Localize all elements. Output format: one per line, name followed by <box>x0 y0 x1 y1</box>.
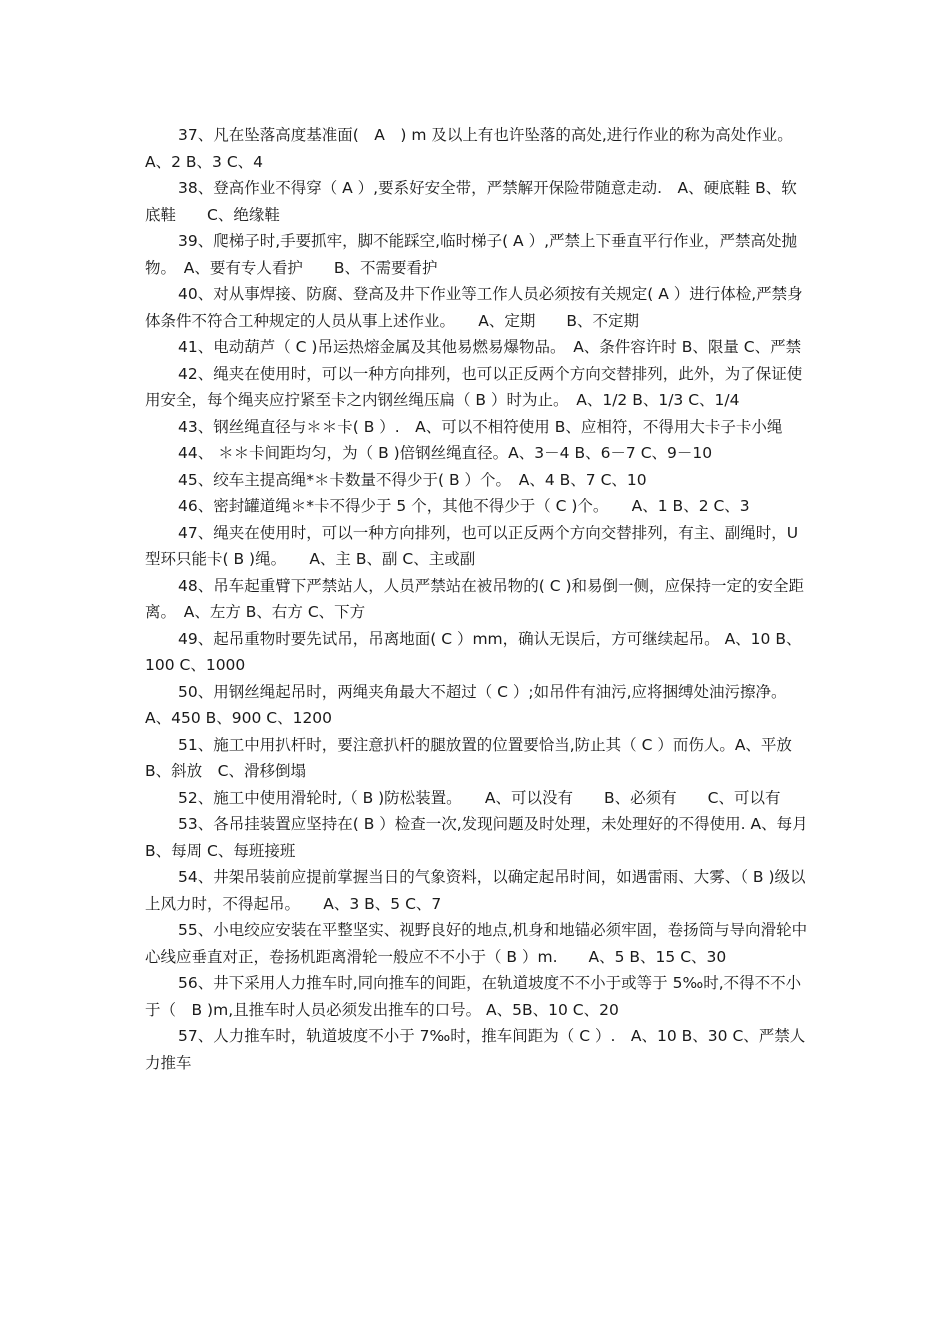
question-44: 44、 ＊＊卡间距均匀，为（ B )倍钢丝绳直径。A、3－4 B、6－7 C、9－10 <box>178 444 713 462</box>
question-46: 46、密封罐道绳＊*卡不得少于 5 个，其他不得少于（ C )个。 A、1 B、2 C、3 <box>178 497 750 515</box>
question-41: 41、电动葫芦（ C )吊运热熔金属及其他易燃易爆物品。 A、条件容许时 B、限量 C、严禁 <box>178 338 802 356</box>
question-38: 38、登高作业不得穿（ A ）,要系好安全带，严禁解开保险带随意走动. A、硬底鞋 B、软底鞋 C、绝缘鞋 <box>145 179 797 224</box>
question-55: 55、小电绞应安装在平整坚实、视野良好的地点,机身和地锚必须牢固，卷扬筒与导向滑轮中心线应垂直对正，卷扬机距离滑轮一般应不不小于（ B ）m. A、5 B、15 C、30 <box>145 921 808 966</box>
question-42: 42、绳夹在使用时，可以一种方向排列，也可以正反两个方向交替排列，此外，为了保证使用安全，每个绳夹应拧紧至卡之内钢丝绳压扁（ B ）时为止。 A、1/2 B、1/3 C、1/4 <box>145 364 803 409</box>
question-43: 43、钢丝绳直径与＊＊卡( B ）. A、可以不相符使用 B、应相符，不得用大卡子卡小绳 <box>178 417 783 436</box>
question-54: 54、井架吊装前应提前掌握当日的气象资料，以确定起吊时间，如遇雷雨、大雾、（ B )级以上风力时，不得起吊。 A、3 B、5 C、7 <box>145 868 806 913</box>
question-45: 45、绞车主提高绳*＊卡数量不得少于( B ）个。 A、4 B、7 C、10 <box>178 470 647 489</box>
question-48: 48、吊车起重臂下严禁站人，人员严禁站在被吊物的( C )和易倒一侧，应保持一定的安全距离。 A、左方 B、右方 C、下方 <box>145 576 804 621</box>
question-39: 39、爬梯子时,手要抓牢，脚不能踩空,临时梯子( A ）,严禁上下垂直平行作业，严禁高处抛物。 A、要有专人看护 B、不需要看护 <box>145 232 798 277</box>
question-51: 51、施工中用扒杆时，要注意扒杆的腿放置的位置要恰当,防止其（ C ）而伤人。A、平放 B、斜放 C、滑移倒塌 <box>145 735 808 780</box>
question-40: 40、对从事焊接、防腐、登高及井下作业等工作人员必须按有关规定( A ）进行体检,严禁身体条件不符合工种规定的人员从事上述作业。 A、定期 B、不定期 <box>145 285 803 330</box>
question-53: 53、各吊挂装置应坚持在( B ）检查一次,发现问题及时处理，未处理好的不得使用. A、每月 B、每周 C、每班接班 <box>145 815 808 860</box>
question-47: 47、绳夹在使用时，可以一种方向排列，也可以正反两个方向交替排列，有主、副绳时，U 型环只能卡( B )绳。 A、主 B、副 C、主或副 <box>145 523 799 568</box>
question-57: 57、人力推车时，轨道坡度不小于 7‰时，推车间距为（ C ）. A、10 B、30 C、严禁人力推车 <box>145 1027 806 1072</box>
question-49: 49、起吊重物时要先试吊，吊离地面( C ）mm，确认无误后，方可继续起吊。 A、10 B、100 C、1000 <box>145 629 802 674</box>
question-list <box>145 122 817 1076</box>
question-37: 37、凡在坠落高度基准面( A ) m 及以上有也许坠落的高处,进行作业的称为高处作业。 A、2 B、3 C、4 <box>145 126 817 171</box>
question-56: 56、井下采用人力推车时,同向推车的间距，在轨道坡度不不小于或等于 5‰时,不得不不小于（ B )m,且推车时人员必须发出推车的口号。 A、5B、10 C、20 <box>145 974 802 1019</box>
question-52: 52、施工中使用滑轮时,（ B )防松装置。 A、可以没有 B、必须有 C、可以有 <box>178 788 781 807</box>
question-50: 50、用钢丝绳起吊时，两绳夹角最大不超过（ C ）;如吊件有油污,应将捆缚处油污擦净。 A、450 B、900 C、1200 <box>145 682 795 727</box>
